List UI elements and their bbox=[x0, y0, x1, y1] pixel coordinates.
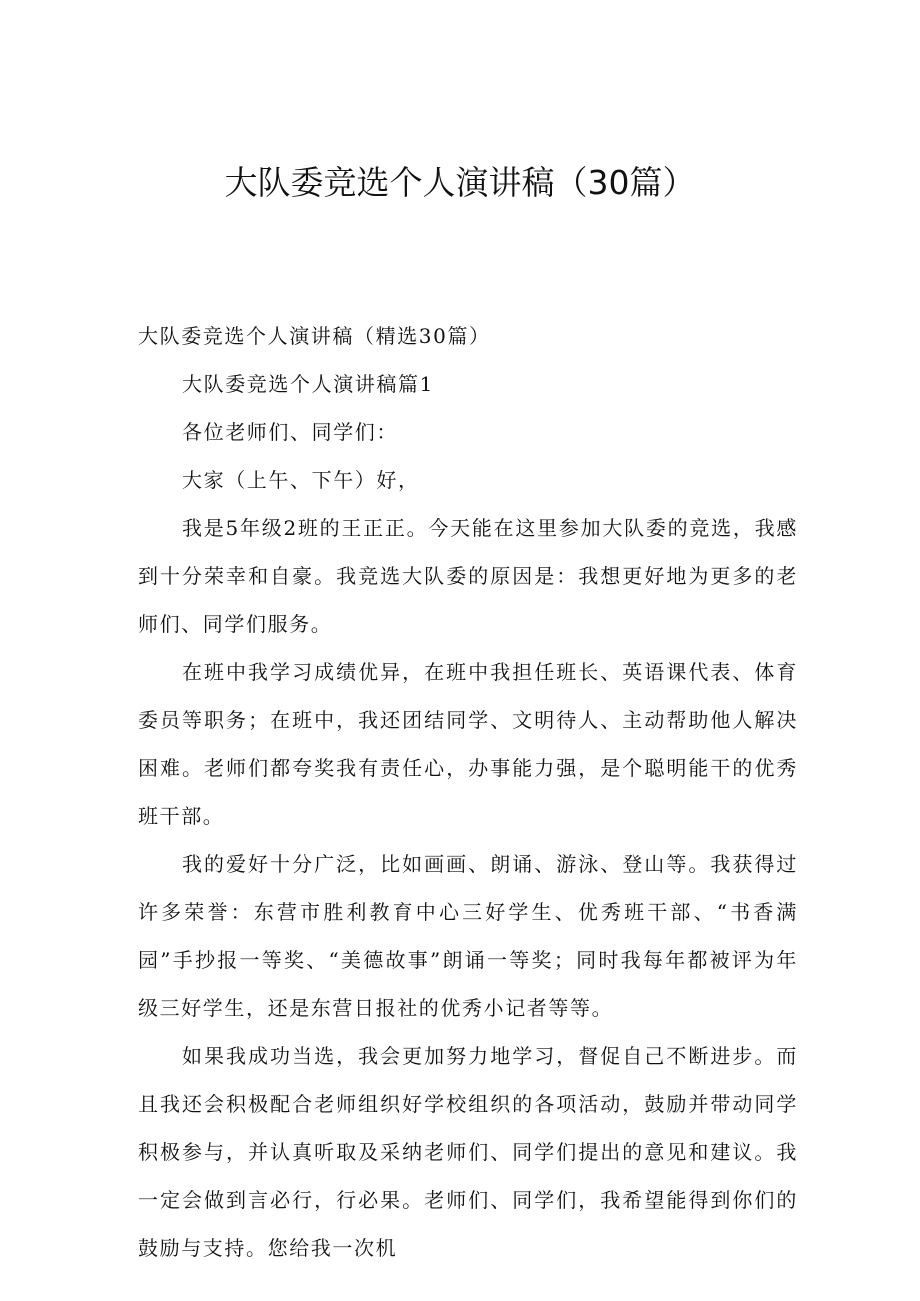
document-subtitle: 大队委竞选个人演讲稿（精选30篇） bbox=[138, 324, 491, 348]
document-body bbox=[138, 312, 798, 1272]
paragraph-hobbies-honors: 我的爱好十分广泛，比如画画、朗诵、游泳、登山等。我获得过许多荣誉：东营市胜利教育中心三好学生、优秀班干部、“书香满园”手抄报一等奖、“美德故事”朗诵一等奖；同时我每年都被评为年级三好学生，还是东营日报社的优秀小记者等等。 bbox=[138, 852, 798, 1020]
greeting-line: 各位老师们、同学们： bbox=[182, 420, 398, 444]
salutation-line: 大家（上午、下午）好， bbox=[182, 468, 420, 492]
section-heading: 大队委竞选个人演讲稿篇1 bbox=[182, 372, 434, 396]
document-title: 大队委竞选个人演讲稿（30篇） bbox=[224, 163, 696, 202]
paragraph-introduction: 我是5年级2班的王正正。今天能在这里参加大队委的竞选，我感到十分荣幸和自豪。我竞选大队委的原因是：我想更好地为更多的老师们、同学们服务。 bbox=[138, 516, 798, 636]
paragraph-class-duties: 在班中我学习成绩优异，在班中我担任班长、英语课代表、体育委员等职务；在班中，我还团结同学、文明待人、主动帮助他人解决困难。老师们都夸奖我有责任心，办事能力强，是个聪明能干的优秀班干部。 bbox=[138, 660, 798, 828]
paragraph-pledge: 如果我成功当选，我会更加努力地学习，督促自己不断进步。而且我还会积极配合老师组织好学校组织的各项活动，鼓励并带动同学积极参与，并认真听取及采纳老师们、同学们提出的意见和建议。我一定会做到言必行，行必果。老师们、同学们，我希望能得到你们的鼓励与支持。您给我一次机 bbox=[138, 1044, 798, 1260]
